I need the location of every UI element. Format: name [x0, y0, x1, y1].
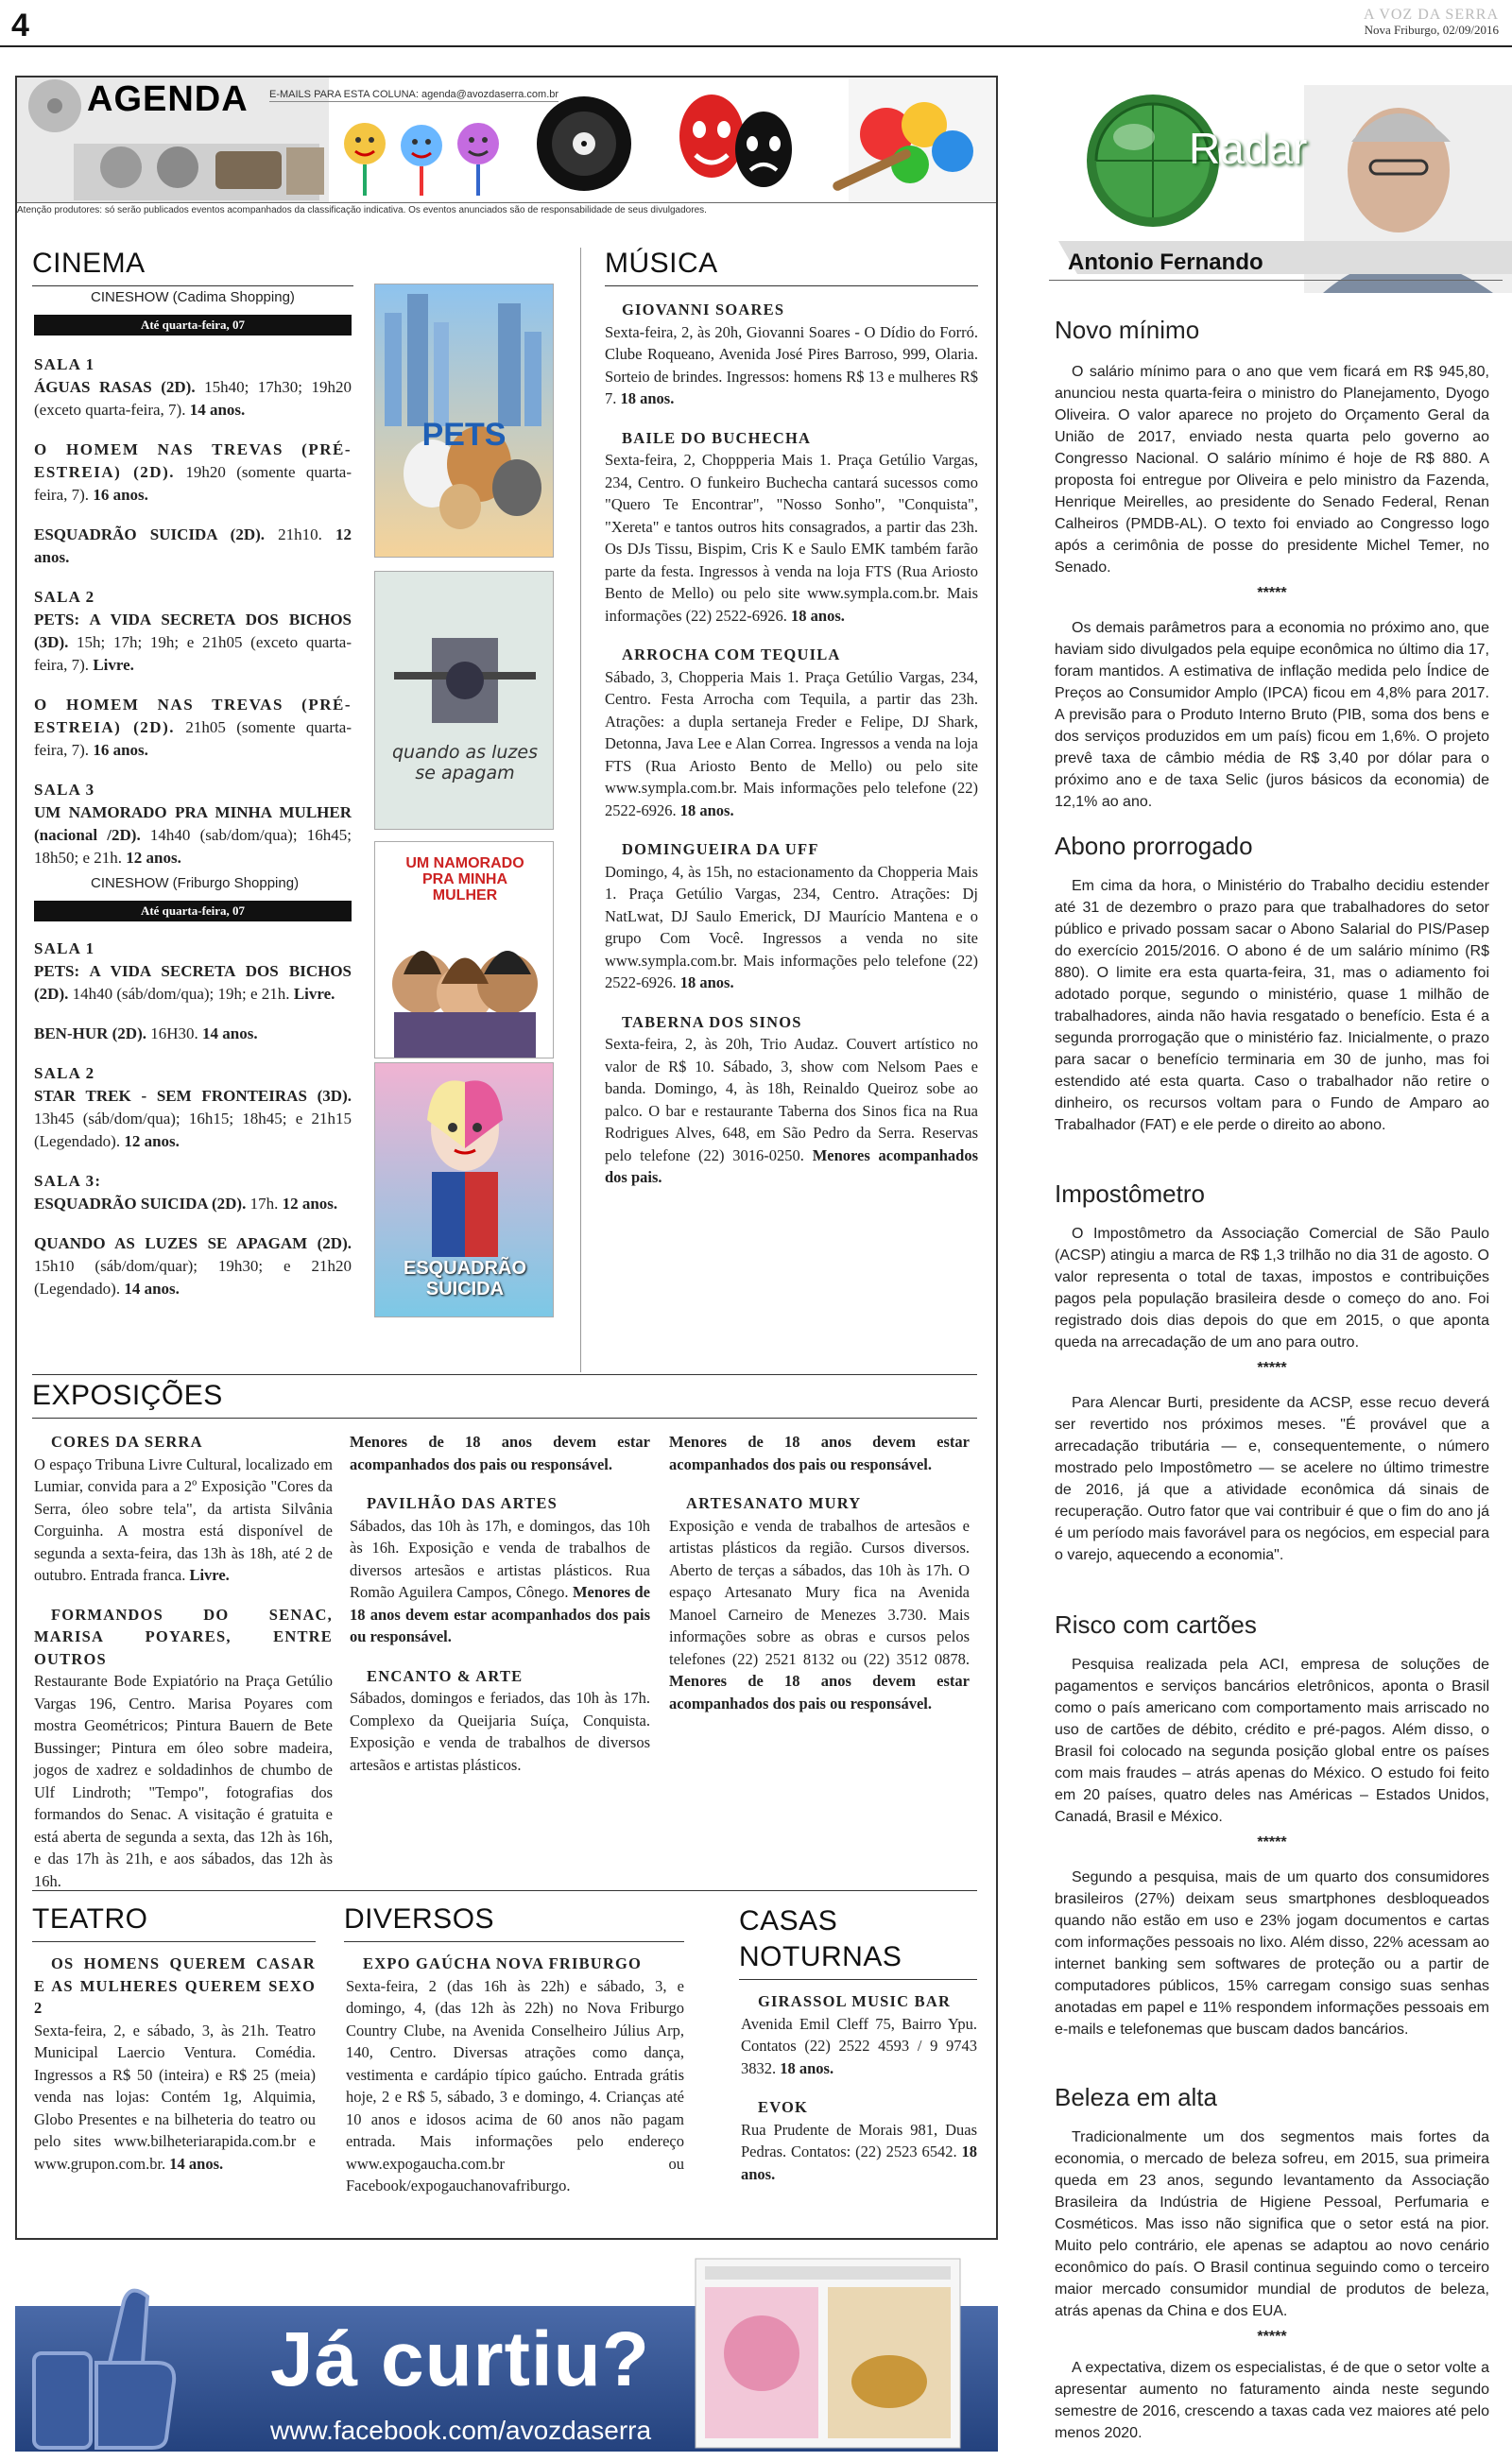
rating: Menores de 18 anos devem estar acompanhados dos pais ou responsável.	[669, 1433, 970, 1473]
masthead	[1364, 8, 1499, 38]
movie-homem-trevas-2: O HOMEM NAS TREVAS (PRÉ-ESTREIA) (2D).	[34, 696, 352, 736]
event-text: Sexta-feira, 2 (das 16h às 22h) e sábado, 3, e domingo, 4, (das 12h às 22h) no Nova Friburgo Country Clube, na Avenida Conselheiro Július Arp, 140, Centro. Diversas atrações como dança, vestimenta e cardápio típico gaúcho. Entrada grátis hoje, 2 e R$ 5, sábado, 3 e domingo, 4. Crianças até 10 anos e idosos acima de 60 anos não pagam entrada. Mais informações pelo endereço www.expogaucha.com.br ou Facebook/expogauchanovafriburgo.	[346, 1976, 684, 2194]
radar-paragraph: Em cima da hora, o Ministério do Trabalho decidiu estender até 31 de dezembro o prazo para que trabalhadores do setor público e privado possam sacar o Abono Salarial do PIS/Pasep do exercício 2015/2016. O abono é de um salário mínimo (R$ 880). O limite era esta quarta-feira, 31, mas o adiamento foi adotado porque, segundo o ministério, quase 1 milhão de trabalhadores, ainda não havia resgatado o benefício. Esta é a segunda prorrogação que o ministério faz. Inicialmente, o prazo para sacar o benefício terminaria em 30 de junho, mas foi estendido até esta quarta. Caso o trabalhador não retire o dinheiro, os recursos voltam para o Fundo de Amparo ao Trabalhador (FAT) e ele perde o direito ao abono.	[1055, 878, 1489, 1133]
poster-esquadrao-title: ESQUADRÃO SUICIDA	[403, 1258, 526, 1299]
friburgo-sala1: SALA 1	[34, 939, 95, 957]
teatro-homens-querem: OS HOMENS QUEREM CASAR E AS MULHERES QUEREM SEXO 2	[34, 1954, 316, 2017]
top-rule	[0, 45, 1512, 47]
cineshow-friburgo-label: CINESHOW (Friburgo Shopping)	[91, 875, 300, 891]
showtimes: 16H30.	[146, 1024, 198, 1042]
agenda-note: Atenção produtores: só serão publicados eventos acompanhados da classificação indicativa. Os eventos anunciados são de responsabilidade de seus divulgadores.	[17, 202, 996, 215]
showtimes: 21h10.	[265, 525, 322, 543]
event-text: Sábados, domingos e feriados, das 10h às 17h. Complexo da Queijaria Suíça, Conquista. Exposição e venda de trabalhos de diversos artesãos e artistas plásticos.	[350, 1689, 650, 1774]
radar-beleza-body	[1055, 2126, 1489, 2461]
cinema-title: CINEMA	[32, 248, 146, 279]
radar-paragraph: Segundo a pesquisa, mais de um quarto dos consumidores brasileiros (27%) deixam seus smartphones desbloqueados quando não estão em uso e 23% jogam documentos e cartas com informações pessoais no lixo. Além disso, 22% acessam ao internet banking sem softwares de proteção ou a partir de computadores públicos, 15% carregam consigo suas senhas anotadas em papel e 11% respondem informações pessoais em e-mails e telefonemas que buscam dados bancários.	[1055, 1869, 1489, 2038]
diversos-title: DIVERSOS	[344, 1903, 495, 1935]
radar-paragraph: Os demais parâmetros para a economia no próximo ano, que haviam sido divulgados pela equipe econômica no último dia 17, foram mantidos. A estimativa de inflação medida pelo Índice de Preços ao Consumidor Amplo (IPCA) ficou em 4,8% para 2017. A previsão para o Produto Interno Bruto (PIB, soma dos bens e dos serviços produzidos em um país) ficou em 1,6%. O projeto prevê taxa de câmbio média de R$ 3,40 por dólar para o próximo ano e de taxa Selic (juros básicos da economia) de 12,1% ao ano.	[1055, 620, 1489, 810]
column-divider	[580, 248, 581, 1372]
poster-pets-art	[375, 284, 553, 557]
rating: 18 anos.	[786, 606, 845, 625]
facebook-headline: Já curtiu?	[270, 2316, 650, 2402]
radar-cartoes-body	[1055, 1654, 1489, 2057]
radar-rule	[1049, 280, 1503, 281]
exposicoes-title: EXPOSIÇÕES	[32, 1380, 223, 1411]
movie-ben-hur: BEN-HUR (2D).	[34, 1024, 146, 1042]
poster-namorado	[374, 841, 554, 1058]
facebook-banner[interactable]	[15, 2249, 998, 2452]
svg-text:PETS: PETS	[421, 417, 507, 453]
cadima-sala1: SALA 1	[34, 355, 95, 373]
cadima-sala3: SALA 3	[34, 781, 95, 799]
event-giovanni: GIOVANNI SOARES	[622, 301, 785, 318]
event-text: Sexta-feira, 2, às 20h, Giovanni Soares - O Dídio do Forró. Clube Roqueano, Avenida José Pires Barroso, 999, Olaria. Sorteio de brindes. Ingressos: homens R$ 13 e mulheres R$ 7.	[605, 322, 978, 407]
radar-beleza-title: Beleza em alta	[1055, 2083, 1217, 2111]
radar-paragraph: O salário mínimo para o ano que vem ficará em R$ 945,80, anunciou nesta quarta-feira o ministro do Planejamento, Dyogo Oliveira. O valor aparece no projeto do Orçamento Geral da União de 2017, enviado nesta quarta pelo governo ao Congresso Nacional. O salário mínimo é hoje de R$ 880. A proposta foi entregue por Oliveira e pelo ministro da Fazenda, Henrique Meirelles, ao presidente do Senado Federal, Renan Calheiros (PMDB-AL). O texto foi enviado ao Congresso logo após a cerimônia de posse do presidente Michel Temer, no Senado.	[1055, 364, 1489, 576]
paint-brush-icon	[832, 77, 996, 202]
rating: Livre.	[289, 985, 335, 1003]
movie-pets-2d: PETS: A VIDA SECRETA DOS BICHOS (2D).	[34, 962, 352, 1003]
movie-star-trek: STAR TREK - SEM FRONTEIRAS (3D).	[34, 1087, 352, 1105]
cadima-sala2: SALA 2	[34, 588, 95, 606]
facebook-url[interactable]: www.facebook.com/avozdaserra	[270, 2416, 652, 2445]
showtimes: 14h40 (sáb/dom/qua); 19h; e 21h.	[68, 985, 290, 1003]
casa-girassol: GIRASSOL MUSIC BAR	[758, 1992, 952, 2010]
agenda-title: AGENDA	[87, 79, 249, 119]
casas-title	[739, 1903, 902, 1975]
friburgo-sala2: SALA 2	[34, 1064, 95, 1082]
event-text: Sexta-feira, 2, Choppperia Mais 1. Praça Getúlio Vargas, 234, Centro. O funkeiro Buchecha cantará sucessos como "Quero Te Encontrar", "Nosso Sonho", "Conquista", "Xereta" e tantos outros hits consagrados, a partir das 23h. Os DJs Tissu, Bispim, Cris K e Saulo EMK também farão parte da festa. Ingressos à venda na loja FTS (Rua Ariosto Bento de Mello) ou pelo site www.sympla.com.br. Mais informações (22) 2522-6926.	[605, 451, 978, 625]
event-buchecha: BAILE DO BUCHECHA	[622, 428, 812, 447]
rating: 14 anos.	[120, 1280, 180, 1298]
event-text: Sexta-feira, 2, às 20h, Trio Audaz. Couvert artístico no valor de R$ 10. Sábado, 3, show com Nelsom Paes e banda. Domingo, 4, às 18h, Reinaldo Queiroz sobe ao palco. O bar e restaurante Taberna dos Sinos fica na Rua Rodrigues Alves, 648, em São Pedro da Serra. Reservas pelo telefone (22) 3016-0250.	[605, 1035, 978, 1164]
separator-stars: *****	[1257, 1834, 1287, 1850]
rating: Livre.	[185, 1566, 230, 1584]
radar-novo-minimo-title: Novo mínimo	[1055, 316, 1200, 344]
radar-cartoes-title: Risco com cartões	[1055, 1610, 1257, 1639]
rating: Menores acompanhados dos pais.	[605, 1145, 978, 1186]
radar-paragraph: Pesquisa realizada pela ACI, empresa de soluções de pagamentos e serviços bancários eletrônicos, aponta o Brasil como o país americano com comportamento mais arriscado no uso de cartões de débito, crédito e pré-pagos. Além disso, o Brasil foi colocado na segunda posição global entre os países com mais fraudes – atrás apenas do México. O estudo foi feito em 20 países, quatro deles nas Américas – Estados Unidos, Canadá, Brasil e México.	[1055, 1657, 1489, 1825]
cinema-friburgo-listing	[34, 938, 352, 1317]
movie-pets: PETS: A VIDA SECRETA DOS BICHOS (3D).	[34, 611, 352, 651]
showtimes: 14h40 (sab/dom/qua); 16h45; 18h50; e 21h.	[34, 826, 352, 867]
musica-listing	[605, 299, 978, 1206]
casas-rule	[739, 1979, 977, 1980]
event-text: Sábados, das 10h às 17h, e domingos, das 10h às 16h. Exposição e venda de trabalhos de diversos artesãos e artistas plásticos. Rua Romão Aguilera Campos, Cônego.	[350, 1516, 650, 1601]
expo-pavilhao: PAVILHÃO DAS ARTES	[367, 1494, 558, 1512]
movie-esquadrao: ESQUADRÃO SUICIDA (2D).	[34, 525, 266, 543]
rating: Menores de 18 anos devem estar acompanhados dos pais ou responsável.	[350, 1433, 650, 1473]
casas-listing	[741, 1990, 977, 2202]
event-text: Rua Prudente de Morais 981, Duas Pedras. Contatos: (22) 2523 6542.	[741, 2120, 977, 2160]
radar-abono-title: Abono prorrogado	[1055, 832, 1253, 860]
rating: Menores de 18 anos devem estar acompanhados dos pais ou responsável.	[350, 1583, 650, 1645]
radar-logo: Radar	[1189, 124, 1308, 173]
movie-esquadrao-2: ESQUADRÃO SUICIDA (2D).	[34, 1195, 247, 1213]
rating: 18 anos.	[616, 389, 675, 407]
rating: 14 anos.	[198, 1024, 258, 1042]
exposicoes-col1	[34, 1431, 333, 1890]
poster-pets	[374, 284, 554, 558]
showtimes: 15h; 17h; 19h; e 21h05 (exceto quarta-feira, 7).	[34, 633, 352, 674]
radar-header	[1021, 57, 1512, 350]
cineshow-friburgo-bar: Até quarta-feira, 07	[34, 901, 352, 921]
teatro-listing	[34, 1953, 316, 2192]
rating: 18 anos.	[676, 800, 734, 819]
poster-luzes-art	[375, 572, 553, 829]
rating: 14 anos.	[185, 401, 246, 419]
showtimes: 15h40; 17h30; 19h20 (exceto quarta-feira, 7).	[34, 378, 352, 419]
radar-paragraph: Tradicionalmente um dos segmentos mais fortes da economia, o mercado de beleza sofreu, em 2015, sua primeira queda em 23 anos, segundo levantamento da Associação Brasileira da Indústria de Higiene Pessoal, Perfumaria e Cosméticos. Mas isso não significa que o setor está na pior. Muito pelo contrário, ele apenas se adaptou ao novo cenário econômico do país. O Brasil continua seguindo como o terceiro maior mercado consumidor mundial de produtos de beleza, atrás apenas da China e dos EUA.	[1055, 2129, 1489, 2319]
brand-name: A VOZ DA SERRA	[1363, 7, 1499, 23]
expo-mury: ARTESANATO MURY	[686, 1494, 862, 1512]
radar-abono-body	[1055, 875, 1489, 1153]
event-text: Sexta-feira, 2, e sábado, 3, às 21h. Teatro Municipal Laercio Ventura. Comédia. Ingressos a R$ 50 (inteira) e R$ 25 (meia) venda nas lojas: Contém 1g, Alquimia, Globo Presentes e na bilheteria do teatro ou pelo sites www.bilheteriarapida.com.br e www.grupon.com.br.	[34, 2021, 316, 2173]
cineshow-cadima-bar: Até quarta-feira, 07	[34, 315, 352, 336]
movie-aguas-rasas: ÁGUAS RASAS (2D).	[34, 378, 196, 396]
exposicoes-col2	[350, 1431, 650, 1793]
casa-evok: EVOK	[758, 2098, 809, 2116]
radar-header-art	[1021, 57, 1512, 350]
musica-title: MÚSICA	[605, 248, 718, 279]
cineshow-cadima-label: CINESHOW (Cadima Shopping)	[91, 289, 295, 305]
rating: 18 anos.	[676, 973, 734, 991]
event-taberna: TABERNA DOS SINOS	[622, 1012, 802, 1031]
diversos-expo-gaucha: EXPO GAÚCHA NOVA FRIBURGO	[363, 1954, 643, 1972]
radar-paragraph: Para Alencar Burti, presidente da ACSP, esse recuo deverá ser revertido nos próximos meses. "É provável que a arrecadação tributária — e, consequentemente, o número mostrado pelo Impostômetro — se acelere no último trimestre de 2016, já que a atividade econômica dá sinais de recuperação. Outro fator que vai contribuir é que o fim do ano já é um período mais favorável para os negócios, em especial para o varejo, aquecendo a economia".	[1055, 1395, 1489, 1563]
rating: 14 anos.	[165, 2154, 224, 2173]
event-text: Sábado, 3, Chopperia Mais 1. Praça Getúlio Vargas, 234, Centro. Festa Arrocha com Tequila, a partir das 23h. Atrações: a dupla sertaneja Freder e Felipe, DJ Shark, Detonna, Java Lee e Alan Correa. Ingressos a venda na loja FTS (Rua Ariosto Bento de Mello) ou pelo site www.sympla.com.br. Mais informações pelo telefone (22) 2522-6926.	[605, 667, 978, 819]
rating: Livre.	[89, 656, 134, 674]
friburgo-sala3: SALA 3:	[34, 1172, 102, 1190]
event-text: Exposição e venda de trabalhos de artesãos e artistas plásticos da região. Cursos diversos. Aberto de terças a sábados, das 10h às 17h. O espaço Artesanato Mury fica na Avenida Manoel Carneiro de Menezes 3.730. Mais informações sobre as obras e cursos pelos telefones (22) 2521 8132 ou (22) 3512 0878.	[669, 1516, 970, 1668]
rating: Menores de 18 anos devem estar acompanhados dos pais ou responsável.	[669, 1672, 970, 1712]
showtimes: 13h45 (sáb/dom/qua); 16h15; 18h45; e 21h15 (Legendado).	[34, 1110, 352, 1150]
musica-rule	[605, 285, 978, 286]
rating: 16 anos.	[89, 486, 148, 504]
showtimes: 17h.	[246, 1195, 279, 1213]
movie-luzes: QUANDO AS LUZES SE APAGAM (2D).	[34, 1234, 352, 1252]
exposicoes-top-rule	[32, 1374, 977, 1375]
rating: 12 anos.	[122, 849, 181, 867]
poster-luzes	[374, 571, 554, 830]
radar-author: Antonio Fernando	[1068, 250, 1263, 275]
radar-impostometro-body	[1055, 1223, 1489, 1583]
event-arrocha: ARROCHA COM TEQUILA	[622, 645, 841, 663]
teatro-title: TEATRO	[32, 1903, 148, 1935]
teatro-rule	[32, 1941, 316, 1942]
exposicoes-col3	[669, 1431, 970, 1731]
radar-paragraph: A expectativa, dizem os especialistas, é de que o setor volte a apresentar aumento no faturamento ainda neste segundo semestre de 2016, crescendo a taxas cada vez maiores até pelo menos 2020.	[1055, 2360, 1489, 2441]
rating: 18 anos.	[741, 2143, 977, 2183]
expo-cores-serra: CORES DA SERRA	[51, 1433, 203, 1451]
radar-impostometro-title: Impostômetro	[1055, 1179, 1205, 1208]
agenda-emails: E-MAILS PARA ESTA COLUNA: agenda@avozdaserra.com.br	[269, 89, 559, 100]
diversos-rule	[344, 1941, 684, 1942]
rating: 18 anos.	[776, 2058, 834, 2077]
event-text: Restaurante Bode Expiatório na Praça Getúlio Vargas 196, Centro. Marisa Poyares com mostra Geométricos; Pintura Bauern de Bete Bussinger; Pintura em óleo sobre madeira, jogos de xadrez e soldadinhos de chumbo de Ulf Lindroth; "Tempo", fotografias dos formandos do Senac. A visitação é gratuita e está aberta de segunda a sexta, das 12h às 16h, e das 17h às 21h, e aos sábados, das 12h às 16h.	[34, 1672, 333, 1890]
cinema-rule	[32, 285, 353, 286]
rating: 12 anos.	[120, 1132, 180, 1150]
expo-encanto: ENCANTO & ARTE	[367, 1666, 524, 1685]
edition-date: Nova Friburgo, 02/09/2016	[1364, 23, 1499, 37]
separator-stars: *****	[1257, 2329, 1287, 2345]
showtimes: 21h05 (somente quarta-feira, 7).	[34, 718, 352, 759]
event-text: Domingo, 4, às 15h, no estacionamento da Chopperia Mais 1. Praça Getúlio Vargas, 234, Centro. Atrações: Dj NatLwat, DJ Saulo Emerick, DJ Maurício Mantena e o grupo Com Você. Ingressos a venda no site www.sympla.com.br. Mais informações pelo telefone (22) 2522-6926.	[605, 862, 978, 991]
separator-stars: *****	[1257, 1360, 1287, 1376]
separator-stars: *****	[1257, 585, 1287, 601]
vinyl-record-icon	[537, 96, 631, 191]
poster-luzes-title: quando as luzes se apagam	[392, 742, 538, 783]
showtimes: 19h20 (somente quarta-feira, 7).	[34, 463, 352, 504]
casas-title-line1: CASAS	[739, 1905, 838, 1936]
radar-novo-minimo-body	[1055, 361, 1489, 830]
rating: 16 anos.	[89, 741, 148, 759]
radar-paragraph: O Impostômetro da Associação Comercial de São Paulo (ACSP) atingiu a marca de R$ 1,3 trilhão no dia 31 de agosto. O valor representa o total de taxas, impostos e contribuições pagos pela população brasileira desde o começo do ano. Foi registrado dois dias depois do que em 2015, o que aponta queda na arrecadação de um ano para outro.	[1055, 1226, 1489, 1351]
rating: 12 anos.	[278, 1195, 338, 1213]
casas-title-line2: NOTURNAS	[739, 1941, 902, 1972]
poster-esquadrao	[374, 1062, 554, 1317]
page-number: 4	[11, 8, 29, 43]
facebook-page-screenshot	[696, 2259, 960, 2448]
expo-senac: FORMANDOS DO SENAC, MARISA POYARES, ENTRE OUTROS	[34, 1605, 333, 1668]
rating: 12 anos.	[34, 525, 352, 566]
event-text: O espaço Tribuna Livre Cultural, localizado em Lumiar, convida para a 2º Exposição "Cores da Serra, óleo sobre tela", da artista Silvânia Corguinha. A mostra está disponível de segunda a sexta-feira, das 13h às 18h, até 2 de outubro. Entrada franca.	[34, 1454, 333, 1584]
bottom-sections-rule	[32, 1890, 977, 1891]
diversos-listing	[346, 1953, 684, 2214]
cinema-cadima-listing	[34, 353, 352, 886]
showtimes: 15h10 (sáb/dom/quar); 19h30; e 21h20 (Legendado).	[34, 1257, 352, 1298]
movie-namorado: UM NAMORADO PRA MINHA MULHER (nacional /2D).	[34, 803, 352, 844]
movie-homem-trevas: O HOMEM NAS TREVAS (PRÉ-ESTREIA) (2D).	[34, 440, 352, 481]
event-domingueira: DOMINGUEIRA DA UFF	[622, 840, 819, 858]
poster-namorado-title: UM NAMORADO PRA MINHA MULHER	[405, 855, 524, 904]
exposicoes-rule	[32, 1418, 977, 1419]
event-text: Avenida Emil Cleff 75, Bairro Ypu. Contatos (22) 2522 4593 / 9 9743 3832.	[741, 2014, 977, 2077]
